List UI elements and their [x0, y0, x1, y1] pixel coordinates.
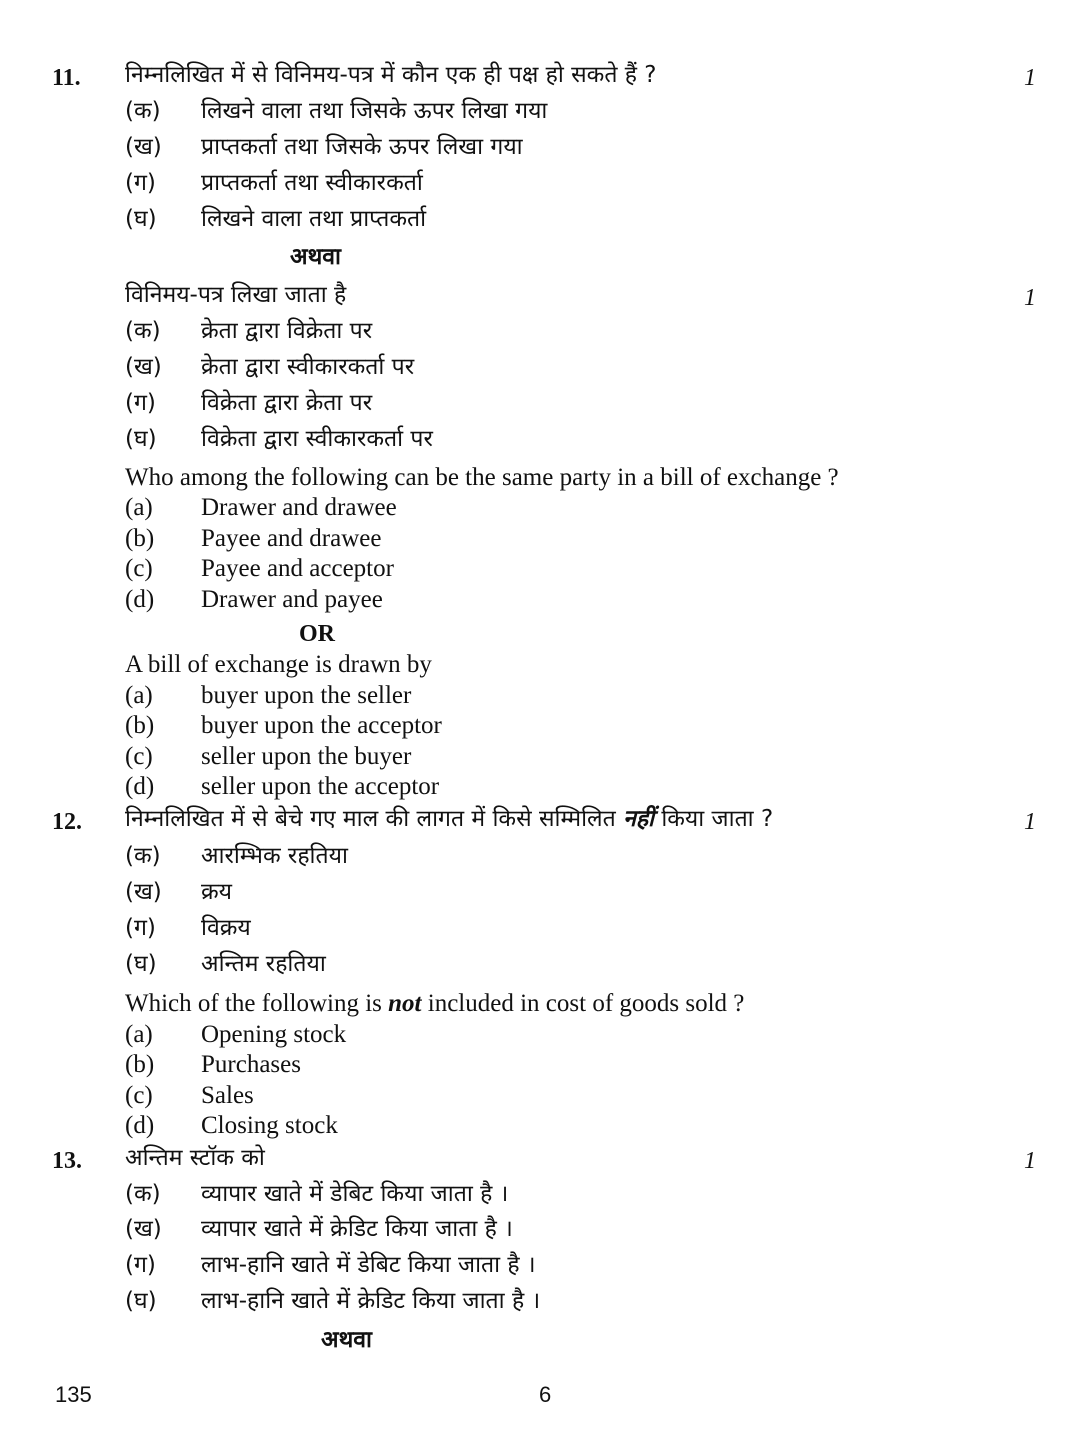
option-label: (ग) — [125, 1252, 156, 1278]
question-text-pre: Which of the following is — [125, 990, 382, 1017]
option-text: अन्तिम रहतिया — [201, 951, 326, 977]
option-text: Drawer and drawee — [201, 494, 397, 521]
option-label: (घ) — [125, 951, 157, 977]
option-label: (ग) — [125, 390, 156, 416]
option-label: (c) — [125, 1082, 153, 1109]
option-text: Opening stock — [201, 1021, 347, 1048]
option-label: (ख) — [125, 354, 162, 380]
question-text-post: किया जाता ? — [661, 806, 774, 832]
question-text-pre: निम्नलिखित में से बेचे गए माल की लागत में किसे सम्मिलित — [125, 806, 616, 832]
option-text: लाभ-हानि खाते में डेबिट किया जाता है । — [201, 1252, 536, 1278]
option-text: क्रेता द्वारा विक्रेता पर — [201, 318, 373, 344]
option-text: आरम्भिक रहतिया — [201, 843, 348, 869]
option-text: Payee and acceptor — [201, 555, 394, 582]
option-text: विक्रय — [201, 915, 251, 941]
question-text-post: included in cost of goods sold ? — [427, 990, 745, 1017]
option-text: लिखने वाला तथा जिसके ऊपर लिखा गया — [201, 98, 548, 124]
option-text: विक्रेता द्वारा क्रेता पर — [201, 390, 373, 416]
or-separator-hindi: अथवा — [321, 1327, 373, 1353]
option-label: (ख) — [125, 134, 162, 160]
paper-code: 135 — [55, 1382, 92, 1407]
option-label: (d) — [125, 1112, 155, 1139]
option-label: (घ) — [125, 426, 157, 452]
option-text: Closing stock — [201, 1112, 338, 1139]
option-text: buyer upon the seller — [201, 682, 412, 709]
option-text: seller upon the buyer — [201, 743, 412, 770]
option-text: प्राप्तकर्ता तथा जिसके ऊपर लिखा गया — [201, 134, 523, 160]
marks-label: 1 — [1024, 809, 1036, 835]
question-text-english-alt: A bill of exchange is drawn by — [125, 651, 432, 678]
option-label: (c) — [125, 555, 153, 582]
option-label: (क) — [125, 1181, 161, 1207]
option-label: (a) — [125, 1021, 153, 1048]
option-label: (घ) — [125, 1288, 157, 1314]
question-text-english — [125, 991, 744, 1016]
marks-label: 1 — [1024, 65, 1036, 91]
option-label: (क) — [125, 318, 161, 344]
option-label: (c) — [125, 743, 153, 770]
option-text: buyer upon the acceptor — [201, 712, 442, 739]
option-text: क्रय — [201, 879, 233, 905]
question-number: 13. — [52, 1148, 82, 1174]
option-label: (क) — [125, 98, 161, 124]
option-label: (ख) — [125, 1216, 162, 1242]
option-label: (b) — [125, 712, 155, 739]
option-text: Purchases — [201, 1051, 301, 1078]
question-number: 11. — [52, 65, 81, 91]
option-label: (घ) — [125, 206, 157, 232]
option-text: व्यापार खाते में क्रेडिट किया जाता है । — [201, 1216, 513, 1242]
page-number: 6 — [539, 1382, 552, 1407]
option-text: विक्रेता द्वारा स्वीकारकर्ता पर — [201, 426, 433, 452]
marks-label: 1 — [1024, 285, 1036, 311]
question-text-hindi: अन्तिम स्टॉक को — [125, 1145, 265, 1171]
option-label: (a) — [125, 682, 153, 709]
option-text: Sales — [201, 1082, 254, 1109]
option-label: (b) — [125, 1051, 155, 1078]
option-label: (क) — [125, 843, 161, 869]
or-separator-english: OR — [299, 621, 335, 647]
option-label: (a) — [125, 494, 153, 521]
option-text: Payee and drawee — [201, 525, 382, 552]
option-text: व्यापार खाते में डेबिट किया जाता है । — [201, 1181, 509, 1207]
option-text: seller upon the acceptor — [201, 773, 440, 800]
option-text: लाभ-हानि खाते में क्रेडिट किया जाता है । — [201, 1288, 541, 1314]
option-text: प्राप्तकर्ता तथा स्वीकारकर्ता — [201, 170, 423, 196]
question-text-hindi-alt: विनिमय-पत्र लिखा जाता है — [125, 282, 347, 308]
question-number: 12. — [52, 809, 82, 835]
option-label: (ग) — [125, 170, 156, 196]
or-separator-hindi: अथवा — [290, 244, 342, 270]
option-label: (b) — [125, 525, 155, 552]
marks-label: 1 — [1024, 1148, 1036, 1174]
question-text-english: Who among the following can be the same party in a bill of exchange ? — [125, 464, 839, 491]
option-label: (ख) — [125, 879, 162, 905]
option-label: (ग) — [125, 915, 156, 941]
question-text-hindi: निम्नलिखित में से विनिमय-पत्र में कौन एक ही पक्ष हो सकते हैं ? — [125, 62, 657, 88]
option-label: (d) — [125, 586, 155, 613]
option-text: क्रेता द्वारा स्वीकारकर्ता पर — [201, 354, 415, 380]
option-text: Drawer and payee — [201, 586, 383, 613]
question-emphasis: not — [388, 990, 422, 1017]
option-label: (d) — [125, 773, 155, 800]
question-text-hindi — [125, 808, 773, 831]
question-emphasis: नहीं — [623, 806, 654, 832]
option-text: लिखने वाला तथा प्राप्तकर्ता — [201, 206, 427, 232]
